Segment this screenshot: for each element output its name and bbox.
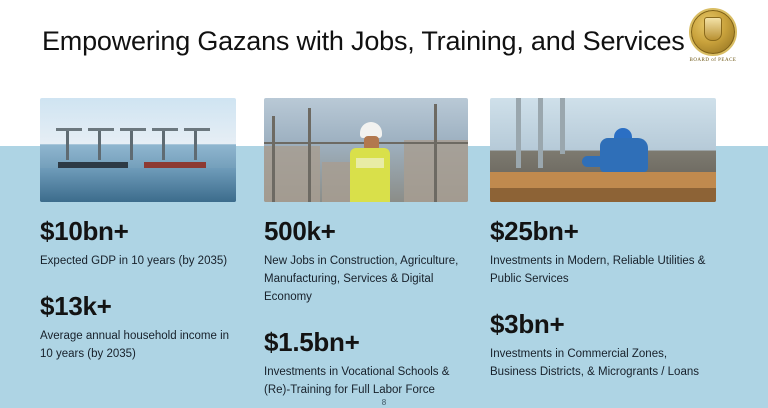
logo-caption: BOARD of PEACE [689, 58, 737, 63]
stat-block [264, 326, 468, 400]
seal-icon [689, 8, 737, 56]
page-number: 8 [381, 398, 387, 407]
page-title: Empowering Gazans with Jobs, Training, and Services [42, 26, 685, 56]
stat-block [490, 218, 716, 289]
column-2 [264, 98, 468, 400]
stat-description: Investments in Commercial Zones, Business Districts, & Microgrants / Loans [490, 348, 699, 379]
column-1 [40, 98, 236, 364]
stat-block [264, 218, 468, 307]
stat-description: Expected GDP in 10 years (by 2035) [40, 255, 228, 268]
stat-value: $3bn+ [490, 308, 565, 339]
stat-description: Investments in Modern, Reliable Utilities & Public Services [490, 255, 706, 286]
stat-block [40, 218, 236, 271]
construction-worker-photo [264, 98, 468, 202]
stat-description: Investments in Vocational Schools & (Re)-Training for Full Labor Force [264, 366, 450, 396]
stat-value: $10bn+ [40, 216, 129, 246]
column-3 [490, 98, 716, 382]
stat-description: Average annual household income in 10 years (by 2035) [40, 330, 230, 361]
stat-value: $13k+ [40, 291, 112, 322]
stat-block [490, 308, 716, 382]
stat-block [40, 293, 236, 364]
stat-value: $1.5bn+ [264, 326, 360, 357]
stat-value: 500k+ [264, 216, 336, 246]
board-of-peace-logo [674, 8, 752, 70]
stat-description: New Jobs in Construction, Agriculture, Manufacturing, Services & Digital Economy [264, 255, 459, 303]
utilities-worker-photo [490, 98, 716, 202]
stat-value: $25bn+ [490, 216, 579, 246]
port-cranes-photo [40, 98, 236, 202]
